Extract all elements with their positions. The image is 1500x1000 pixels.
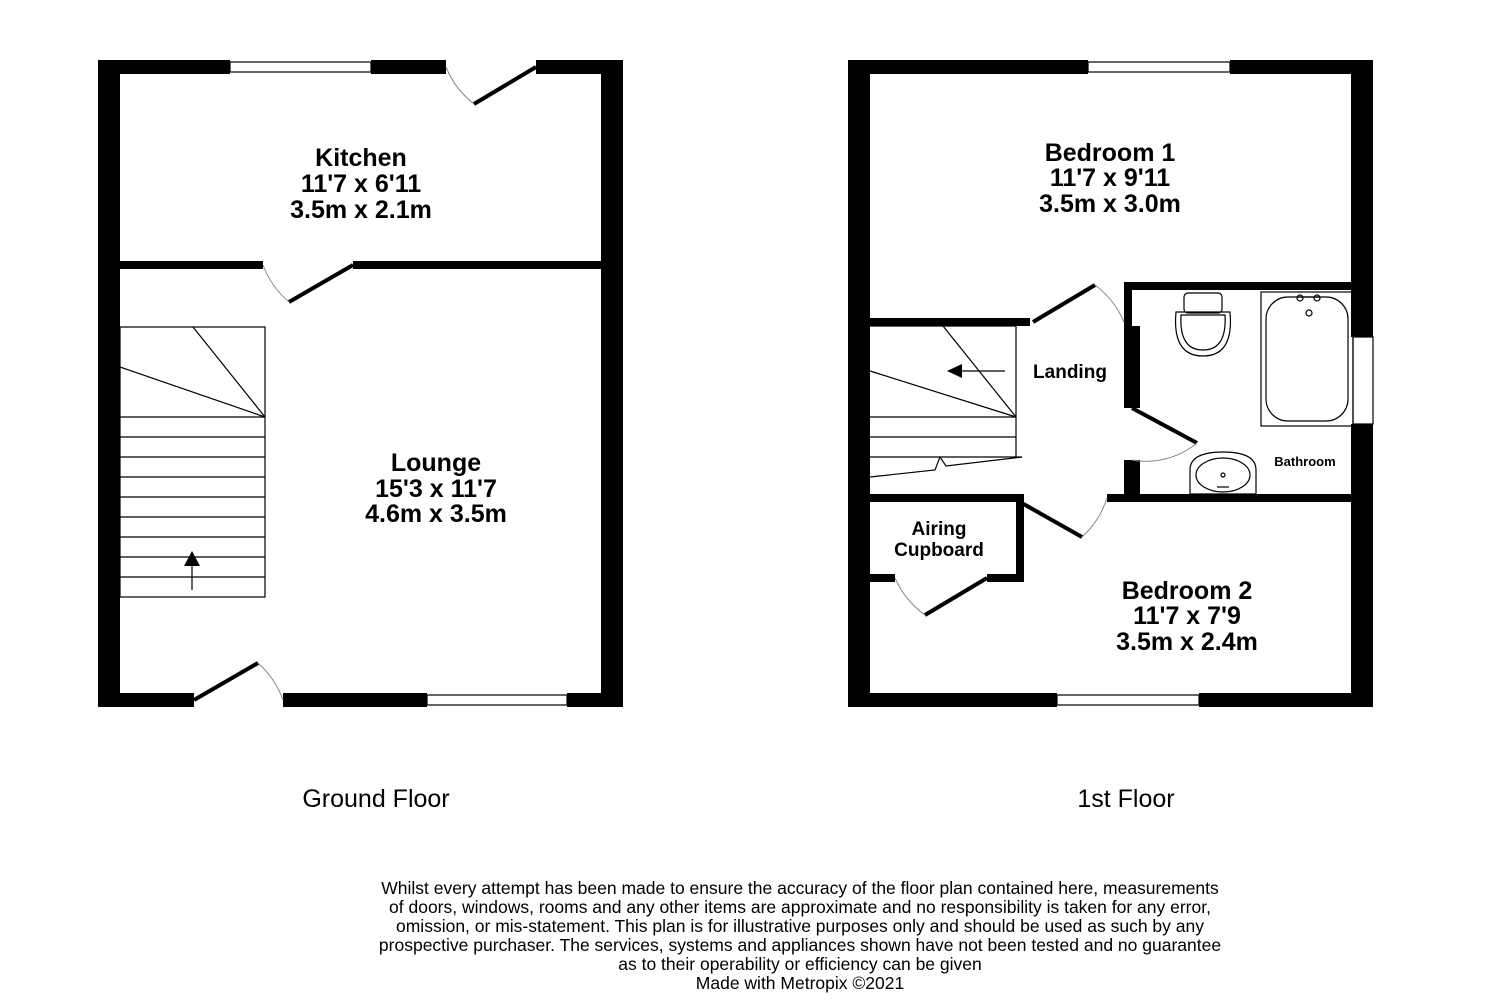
wall (1107, 494, 1351, 502)
door-leaf (289, 265, 353, 302)
wall (848, 60, 1088, 74)
wall (870, 574, 895, 582)
wall (98, 693, 194, 707)
wall (601, 60, 623, 707)
window (1353, 337, 1373, 424)
wall (1124, 282, 1132, 326)
door-swing (258, 663, 283, 700)
door-leaf (474, 67, 536, 104)
bathroom-label: Bathroom (1274, 454, 1336, 469)
sink-icon (1190, 452, 1256, 494)
disclaimer-line: Whilst every attempt has been made to ensure the accuracy of the floor plan contained here, measurements (381, 878, 1219, 898)
disclaimer-line: prospective purchaser. The services, systems and appliances shown have not been tested and no guarantee (378, 935, 1222, 955)
door-leaf (1020, 502, 1082, 537)
bedroom-1-imperial: 11'7 x 9'11 (1049, 164, 1171, 192)
disclaimer (130, 879, 1470, 993)
window (1088, 62, 1230, 72)
ground-floor-label: Ground Floor (302, 785, 450, 813)
toilet-icon (1176, 293, 1231, 356)
door-swing (263, 265, 289, 302)
first-floor-label: 1st Floor (1077, 785, 1175, 813)
wall (283, 693, 427, 707)
bedroom-2-imperial: 11'7 x 7'9 (1133, 602, 1241, 630)
staircase (870, 326, 1022, 477)
door-leaf (925, 578, 987, 615)
window (1057, 695, 1199, 705)
first-floor-plan (848, 60, 1373, 813)
wall (1124, 282, 1351, 290)
wall (1351, 60, 1373, 337)
bathtub-icon (1261, 292, 1353, 426)
lounge-name: Lounge (390, 449, 482, 477)
wall (870, 318, 1030, 326)
staircase (120, 327, 265, 597)
bedroom-1-metric: 3.5m x 3.0m (1039, 190, 1181, 218)
wall (1124, 326, 1140, 408)
wall (870, 494, 1020, 502)
door-swing (1132, 443, 1197, 461)
wall (98, 60, 120, 707)
bedroom-1-name: Bedroom 1 (1044, 139, 1176, 167)
airing-cupboard-label-line-1: Airing (911, 519, 967, 540)
wall (1199, 693, 1373, 707)
door-swing (895, 578, 925, 615)
door-swing (1095, 285, 1124, 322)
wall (848, 60, 870, 707)
lounge-metric: 4.6m x 3.5m (365, 500, 507, 528)
wall (1016, 494, 1024, 582)
door-swing (1082, 498, 1107, 537)
wall (848, 693, 1057, 707)
down-arrow-icon (947, 364, 962, 378)
wall (1351, 424, 1373, 707)
credit-line: Made with Metropix ©2021 (695, 973, 905, 993)
wall (567, 693, 623, 707)
kitchen-metric: 3.5m x 2.1m (290, 196, 432, 224)
up-arrow-icon (184, 551, 200, 566)
landing-label: Landing (1033, 362, 1107, 383)
ground-floor-plan (98, 60, 623, 813)
disclaimer-line: omission, or mis-statement. This plan is for illustrative purposes only and should be used as such by any (396, 916, 1204, 936)
door-leaf (1132, 408, 1197, 443)
wall (353, 261, 601, 269)
disclaimer-line: as to their operability or efficiency can be given (618, 954, 982, 974)
window (230, 62, 371, 72)
door-leaf (1033, 285, 1095, 322)
wall (120, 261, 263, 269)
bedroom-2-metric: 3.5m x 2.4m (1116, 628, 1258, 656)
kitchen-imperial: 11'7 x 6'11 (300, 170, 422, 198)
door-leaf (194, 663, 258, 700)
window (427, 695, 567, 705)
airing-cupboard-label-line-2: Cupboard (894, 540, 984, 561)
lounge-imperial: 15'3 x 11'7 (375, 475, 497, 503)
wall (987, 574, 1024, 582)
door-swing (446, 67, 474, 104)
wall (371, 60, 446, 74)
kitchen-name: Kitchen (315, 144, 407, 172)
disclaimer-line: of doors, windows, rooms and any other items are approximate and no responsibility is taken for any error, (389, 897, 1211, 917)
bedroom-2-name: Bedroom 2 (1121, 577, 1253, 605)
